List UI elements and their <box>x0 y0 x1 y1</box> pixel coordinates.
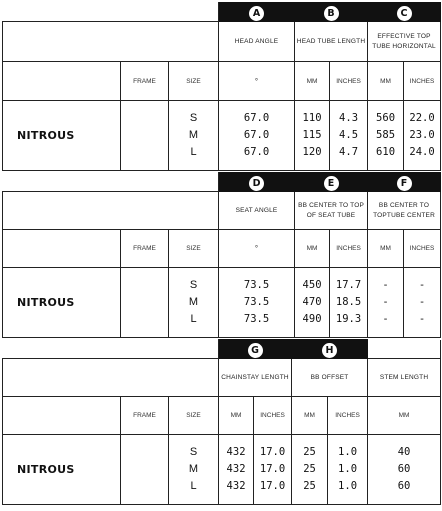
value: 610 <box>376 146 396 158</box>
unit-mm: MM <box>368 230 404 268</box>
value: 115 <box>302 129 322 141</box>
badge-f: F <box>397 176 412 191</box>
stem-length-mm-values <box>368 435 441 505</box>
value: 1.0 <box>338 446 358 458</box>
header-head-tube-length: HEAD TUBE LENGTH <box>295 22 368 62</box>
unit-mm: MM <box>292 397 328 435</box>
value: 25 <box>303 463 316 475</box>
size-value: S <box>189 112 198 124</box>
badge-cell <box>368 173 441 192</box>
value: 4.5 <box>339 129 359 141</box>
value: - <box>382 313 389 325</box>
size-value: L <box>190 313 197 325</box>
badge-cell <box>368 3 441 22</box>
unit-mm: MM <box>368 62 404 101</box>
badge-e: E <box>324 176 339 191</box>
value: 110 <box>302 112 322 124</box>
value: 432 <box>226 446 246 458</box>
unit-degrees: ° <box>219 230 295 268</box>
size-label: SIZE <box>169 230 219 268</box>
value: 432 <box>226 480 246 492</box>
unit-inches: INCHES <box>330 230 368 268</box>
value: 24.0 <box>409 146 435 158</box>
size-value: S <box>189 446 198 458</box>
size-cell <box>169 435 219 505</box>
unit-mm: MM <box>295 62 330 101</box>
model-name: NITROUS <box>3 268 121 338</box>
badge-cell <box>219 340 292 359</box>
toptube-center-mm-values <box>368 268 404 338</box>
bb-offset-mm-values <box>292 435 328 505</box>
table-row <box>3 268 441 338</box>
value: - <box>418 296 426 308</box>
value: 40 <box>397 446 411 458</box>
value: - <box>418 279 426 291</box>
size-cell <box>169 101 219 171</box>
value: 25 <box>303 446 316 458</box>
value: 585 <box>376 129 396 141</box>
head-tube-inch-values <box>330 101 368 171</box>
frame-cell <box>121 268 169 338</box>
value: 73.5 <box>243 296 270 308</box>
geometry-table-3 <box>2 339 440 505</box>
unit-mm: MM <box>219 397 254 435</box>
value: 73.5 <box>243 279 270 291</box>
value: 1.0 <box>338 463 358 475</box>
size-value: M <box>188 129 199 141</box>
unit-inches: INCHES <box>404 230 441 268</box>
badge-cell <box>292 340 368 359</box>
value: 60 <box>397 480 411 492</box>
size-value: M <box>188 463 199 475</box>
size-cell <box>169 268 219 338</box>
geometry-table-1 <box>2 2 440 171</box>
value: 450 <box>302 279 322 291</box>
value: 23.0 <box>409 129 435 141</box>
seat-angle-values <box>219 268 295 338</box>
value: 560 <box>376 112 396 124</box>
badge-cell <box>219 173 295 192</box>
bb-offset-inch-values <box>328 435 368 505</box>
badge-cell <box>219 3 295 22</box>
header-bb-to-seat-tube: BB CENTER TO TOP OF SEAT TUBE <box>295 192 368 230</box>
value: - <box>382 296 389 308</box>
header-stem-length: STEM LENGTH <box>368 359 441 397</box>
model-name: NITROUS <box>3 435 121 505</box>
frame-cell <box>121 101 169 171</box>
size-value: L <box>190 480 197 492</box>
header-bb-to-toptube: BB CENTER TO TOPTUBE CENTER <box>368 192 441 230</box>
value: 67.0 <box>243 112 270 124</box>
size-value: L <box>190 146 197 158</box>
frame-label: FRAME <box>121 62 169 101</box>
value: 17.0 <box>259 480 286 492</box>
value: 73.5 <box>243 313 270 325</box>
value: 60 <box>397 463 411 475</box>
value: 19.3 <box>335 313 362 325</box>
value: 67.0 <box>243 129 270 141</box>
badge-cell <box>295 3 368 22</box>
badge-cell <box>295 173 368 192</box>
badge-g: G <box>248 343 263 358</box>
table-row <box>3 101 441 171</box>
seat-tube-mm-values <box>295 268 330 338</box>
size-label: SIZE <box>169 397 219 435</box>
value: 120 <box>302 146 322 158</box>
table-row <box>3 435 441 505</box>
value: 67.0 <box>243 146 270 158</box>
size-value: M <box>188 296 199 308</box>
value: - <box>382 279 389 291</box>
chainstay-mm-values <box>219 435 254 505</box>
head-angle-values <box>219 101 295 171</box>
value: 18.5 <box>335 296 362 308</box>
value: 432 <box>226 463 246 475</box>
badge-a: A <box>249 6 264 21</box>
value: 1.0 <box>338 480 358 492</box>
value: - <box>418 313 426 325</box>
unit-inches: INCHES <box>328 397 368 435</box>
toptube-center-inch-values <box>404 268 441 338</box>
badge-d: D <box>249 176 264 191</box>
value: 4.7 <box>339 146 359 158</box>
header-seat-angle: SEAT ANGLE <box>219 192 295 230</box>
unit-inches: INCHES <box>404 62 441 101</box>
header-head-angle: HEAD ANGLE <box>219 22 295 62</box>
geometry-table-2 <box>2 172 440 338</box>
value: 17.7 <box>335 279 362 291</box>
value: 4.3 <box>339 112 359 124</box>
frame-label: FRAME <box>121 397 169 435</box>
unit-inches: INCHES <box>254 397 292 435</box>
head-tube-mm-values <box>295 101 330 171</box>
size-value: S <box>189 279 198 291</box>
badge-b: B <box>324 6 339 21</box>
header-chainstay-length: CHAINSTAY LENGTH <box>219 359 292 397</box>
value: 17.0 <box>259 446 286 458</box>
top-tube-inch-values <box>404 101 441 171</box>
value: 470 <box>302 296 322 308</box>
seat-tube-inch-values <box>330 268 368 338</box>
header-effective-top-tube: EFFECTIVE TOP TUBE HORIZONTAL <box>368 22 441 62</box>
value: 490 <box>302 313 322 325</box>
unit-degrees: ° <box>219 62 295 101</box>
frame-cell <box>121 435 169 505</box>
value: 22.0 <box>409 112 435 124</box>
frame-label: FRAME <box>121 230 169 268</box>
unit-inches: INCHES <box>330 62 368 101</box>
top-tube-mm-values <box>368 101 404 171</box>
value: 25 <box>303 480 316 492</box>
size-label: SIZE <box>169 62 219 101</box>
model-name: NITROUS <box>3 101 121 171</box>
unit-mm: MM <box>295 230 330 268</box>
badge-c: C <box>397 6 412 21</box>
unit-mm: MM <box>368 397 441 435</box>
header-bb-offset: BB OFFSET <box>292 359 368 397</box>
badge-h: H <box>322 343 337 358</box>
value: 17.0 <box>259 463 286 475</box>
chainstay-inch-values <box>254 435 292 505</box>
